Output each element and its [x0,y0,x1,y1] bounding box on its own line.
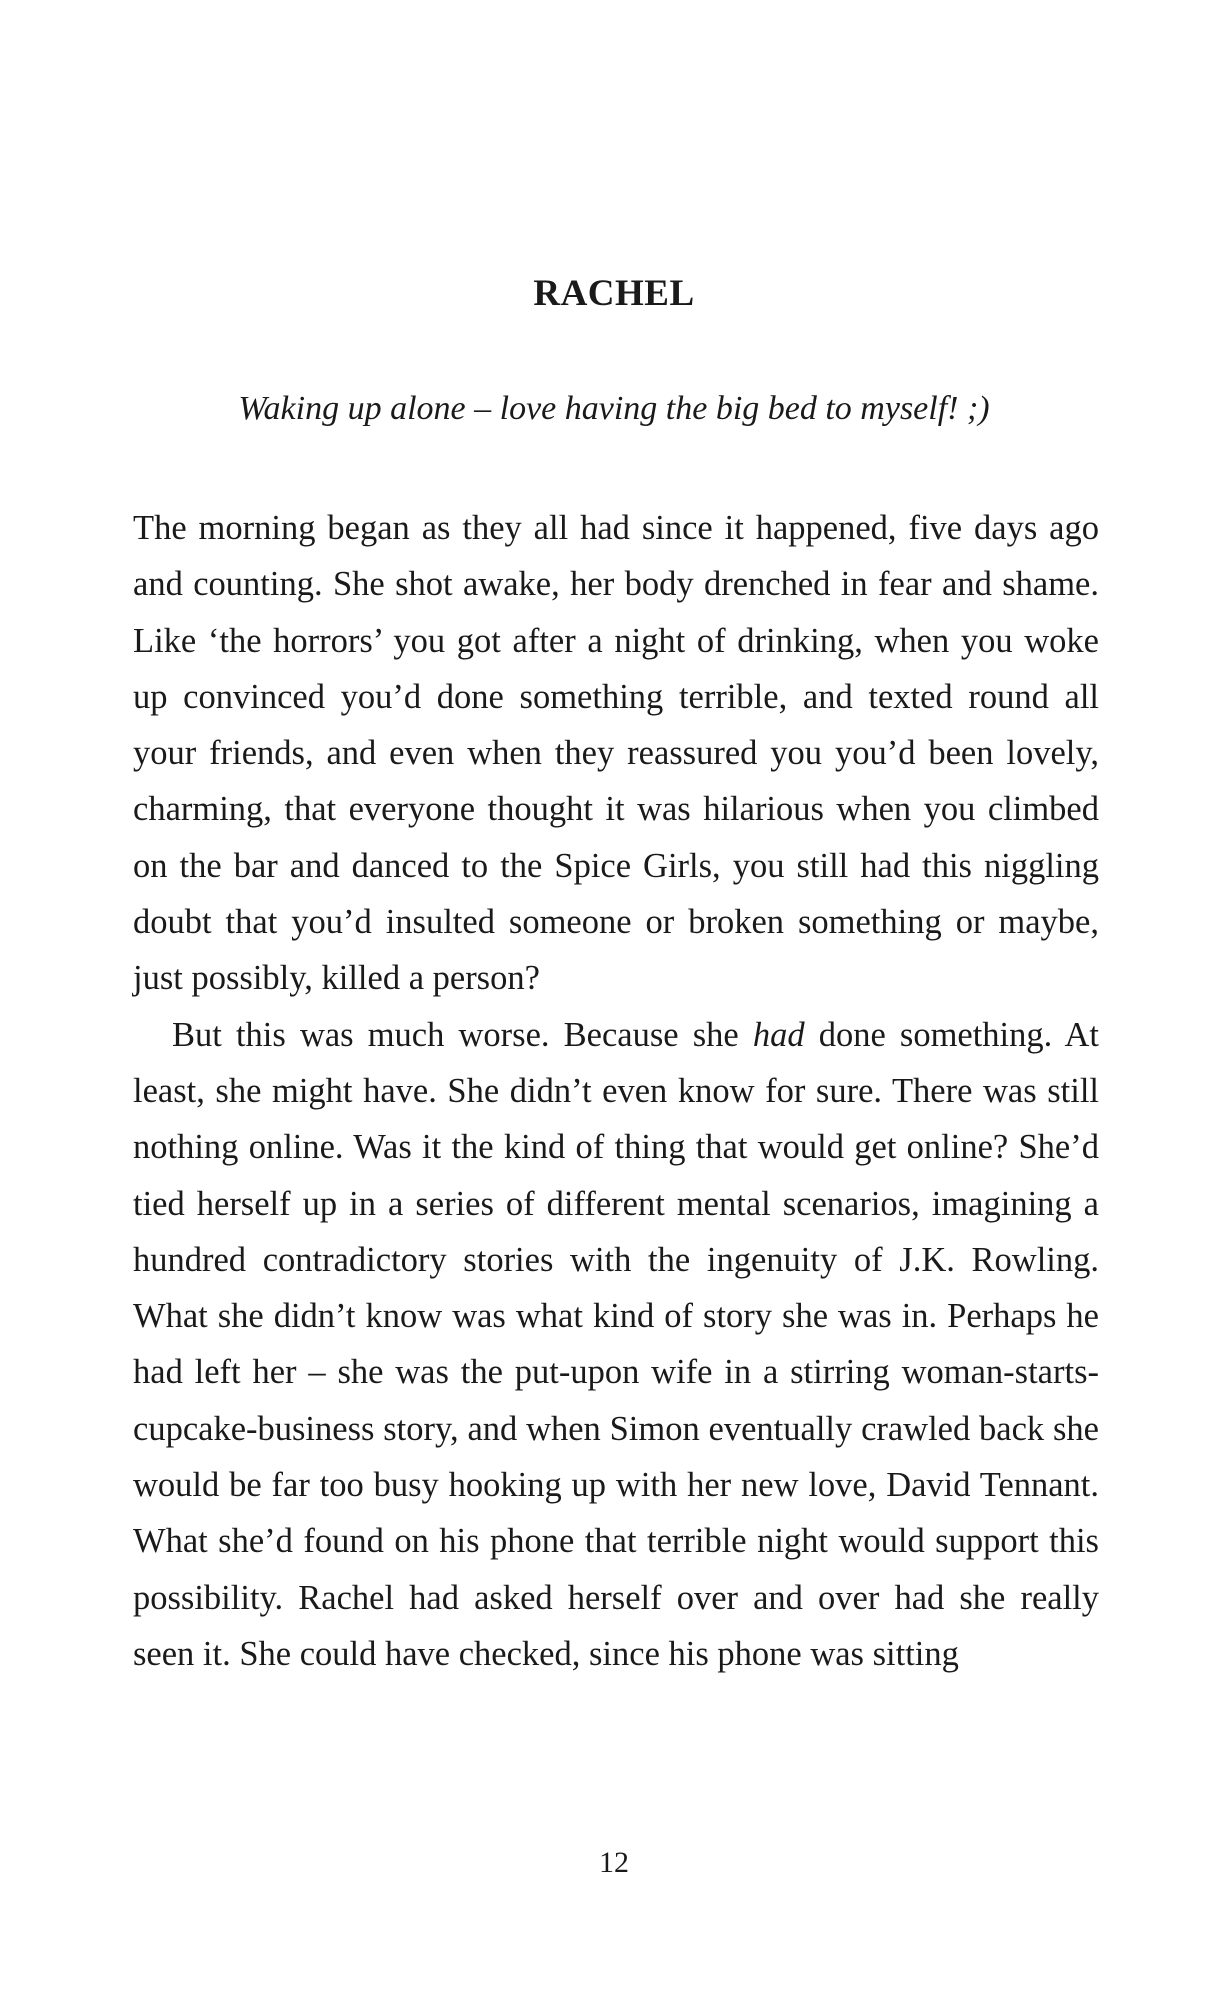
paragraph-1-text: The morning began as they all had since it happened, five days ago and counting. She shot awake, her body drenched in fear and shame. Like ‘the horrors’ you got after a night of drinking, when you woke up convinced you’d done something terrible, and texted round all your friends, and even when they reassured you you’d been lovely, charming, that everyone thought it was hilarious when you climbed on the bar and danced to the Spice Girls, you still had this niggling doubt that you’d insulted someone or broken something or maybe, just possibly, killed a person? [133,509,1099,998]
paragraph-2-text-end: done something. At least, she might have. She didn’t even know for sure. There was still nothing online. Was it the kind of thing that would get online? She’d tied herself up in a series of different mental scenarios, imagining a hundred contradictory stories with the ingenuity of J.K. Rowling. What she didn’t know was what kind of story she was in. Perhaps he had left her – she was the put-upon wife in a stirring woman-starts-cupcake-business story, and when Simon eventually crawled back she would be far too busy hooking up with her new love, David Tennant. What she’d found on his phone that terrible night would support this possibility. Rachel had asked herself over and over had she really seen it. She could have checked, since his phone was sitting [133,1015,1099,1673]
paragraph-1 [133,500,1099,1007]
paragraph-2 [133,1007,1099,1683]
body-text [133,500,1099,1682]
epigraph: Waking up alone – love having the big bed to myself! ;) [238,390,990,427]
emphasis-had: had [752,1015,805,1054]
page-number: 12 [599,1846,629,1879]
paragraph-2-text-start: But this was much worse. Because she [172,1015,753,1054]
chapter-title: RACHEL [533,273,695,314]
